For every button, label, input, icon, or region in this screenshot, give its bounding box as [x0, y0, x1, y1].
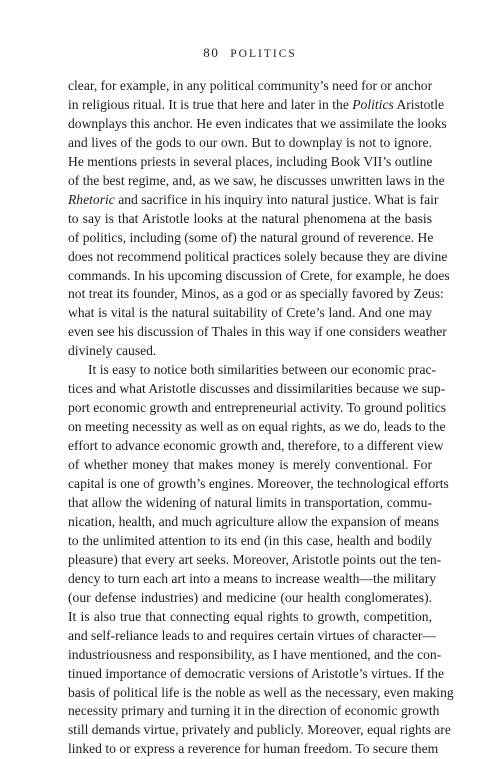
text-run: tices and what Aristotle discusses and dissimilarities because we sup-: [68, 381, 446, 397]
text-run: commands. In his upcoming discussion of Crete, for example, he does: [68, 267, 450, 283]
text-line: [68, 267, 450, 286]
text-line: [68, 361, 437, 380]
text-line: [68, 456, 432, 475]
text-run: and lives of the gods to our own. But to downplay is not to ignore.: [68, 134, 432, 150]
text-line: [68, 77, 432, 96]
text-line: [68, 191, 439, 210]
text-line: [68, 304, 432, 323]
body-text: [68, 77, 454, 759]
text-line: [68, 513, 440, 532]
text-run: divinely caused.: [68, 343, 157, 359]
running-title: POLITICS: [230, 48, 297, 60]
text-run: that allow the widening of natural limits in transportation, commu-: [68, 494, 432, 510]
text-run: dency to turn each art into a means to increase wealth—the military: [68, 570, 437, 586]
text-run: It is easy to notice both similarities between our economic prac-: [88, 362, 437, 378]
text-line: [68, 551, 442, 570]
text-run: of politics, including (some of) the natural ground of reverence. He: [68, 229, 434, 245]
text-run: capital is one of growth’s engines. Moreover, the technological efforts: [68, 476, 449, 492]
paragraph: [68, 77, 450, 361]
text-line: [68, 115, 447, 134]
text-run: clear, for example, in any political community’s need for or anchor: [68, 78, 433, 93]
italic-title: Politics: [352, 96, 394, 112]
text-line: [68, 399, 447, 418]
text-line: [68, 665, 444, 684]
text-run: port economic growth and entrepreneurial activity. To ground politics: [68, 400, 447, 416]
text-line: [68, 475, 449, 494]
text-line: [68, 153, 432, 172]
text-run: (our defense industries) and medicine (our health conglomerates).: [68, 589, 432, 605]
text-run: to the unlimited attention to its end (in this case, health and bodily: [68, 532, 432, 548]
text-run: in religious ritual. It is true that here and later in the: [68, 96, 353, 112]
text-line: [68, 229, 432, 248]
text-run: basis of political life is the noble as well as the necessary, even making: [68, 684, 454, 700]
text-line: [68, 646, 442, 665]
text-run: of whether money that makes money is merely conventional. For: [68, 457, 432, 473]
text-line: [68, 172, 445, 191]
text-line: [68, 418, 446, 437]
text-run: industriousness and responsibility, as I have mentioned, and the con-: [68, 646, 442, 662]
text-run: necessity primary and turning it in the direction of economic growth: [68, 703, 440, 719]
text-line: [68, 570, 437, 589]
italic-title: Rhetoric: [68, 191, 115, 207]
text-run: downplays this anchor. He even indicates that we assimilate the looks: [68, 115, 447, 131]
text-line: [68, 134, 432, 153]
text-run: tinued importance of democratic versions of Aristotle’s virtues. If the: [68, 665, 444, 681]
text-run: effort to advance economic growth and, therefore, to a different view: [68, 438, 444, 454]
paragraph: [68, 361, 454, 759]
text-run: even see his discussion of Thales in this way if one considers weather: [68, 324, 447, 340]
text-run: and sacrifice in his inquiry into natural justice. What is fair: [114, 191, 439, 207]
text-line: [68, 248, 448, 267]
text-line: [68, 285, 444, 304]
text-line: [68, 96, 445, 115]
text-line: [68, 210, 432, 229]
text-run: and self-reliance leads to and requires certain virtues of character—: [68, 627, 436, 643]
text-run: linked to or express a reverence for human freedom. To secure them: [68, 741, 439, 757]
text-line: [68, 608, 432, 627]
text-line: [68, 494, 432, 513]
page-number: 80: [203, 45, 220, 60]
text-run: pleasure) that every art seeks. Moreover, Aristotle points out the ten-: [68, 551, 442, 567]
text-run: not treat its founder, Minos, as a god or as specially favored by Zeus:: [68, 286, 444, 302]
text-line: [68, 323, 447, 342]
text-run: Aristotle: [393, 96, 445, 112]
text-line: [68, 627, 436, 646]
text-run: He mentions priests in several places, including Book VII’s outline: [68, 153, 433, 169]
text-line: [68, 380, 446, 399]
text-run: what is vital is the natural suitability of Crete’s land. And one may: [68, 305, 432, 321]
text-run: still demands virtue, privately and publicly. Moreover, equal rights are: [68, 722, 451, 738]
text-line: [68, 437, 444, 456]
text-run: on meeting necessity as well as on equal rights, as we do, leads to the: [68, 419, 446, 435]
text-line: [68, 342, 432, 361]
text-run: to say is that Aristotle looks at the natural phenomena at the basis: [68, 210, 432, 226]
text-line: [68, 702, 440, 721]
text-line: [68, 684, 454, 703]
text-line: [68, 532, 432, 551]
running-head: [0, 45, 500, 61]
text-run: of the best regime, and, as we saw, he discusses unwritten laws in the: [68, 172, 445, 188]
text-line: [68, 589, 432, 608]
text-run: It is also true that connecting equal rights to growth, competition,: [68, 608, 432, 624]
text-run: does not recommend political practices solely because they are divine: [68, 248, 448, 264]
text-line: [68, 721, 451, 740]
text-run: nication, health, and much agriculture allow the expansion of means: [68, 513, 440, 529]
